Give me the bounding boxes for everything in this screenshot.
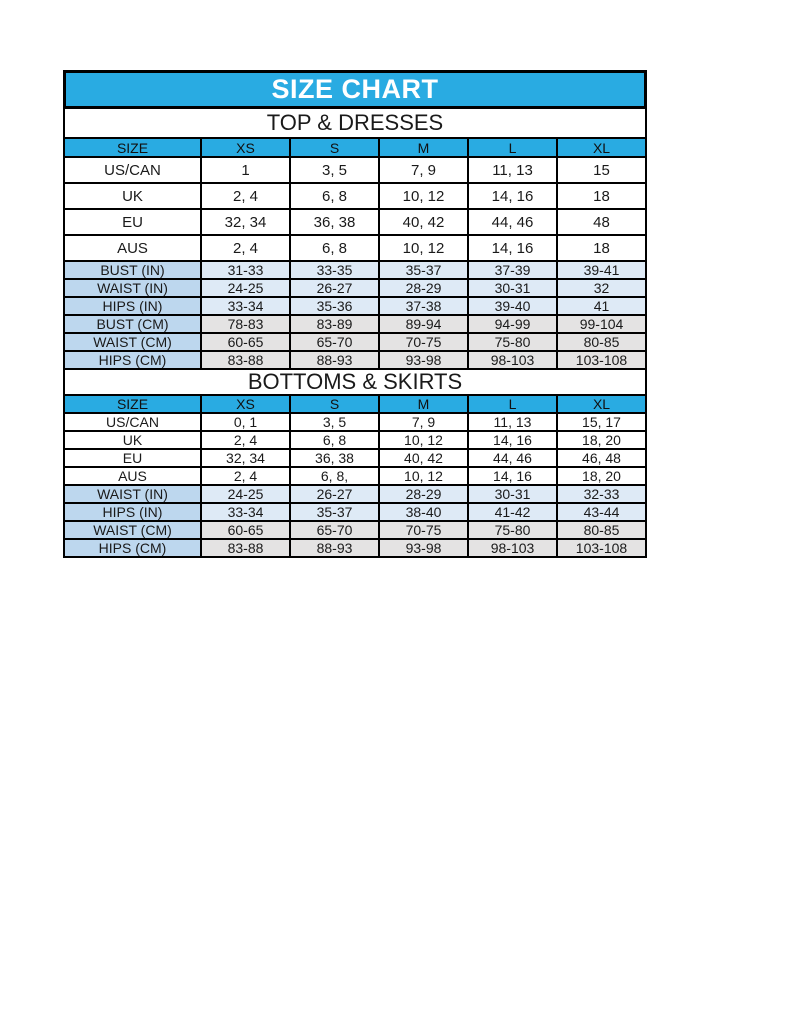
- size-cell: 41: [557, 297, 646, 315]
- size-cell: 33-34: [201, 297, 290, 315]
- size-cell: 103-108: [557, 351, 646, 369]
- table-row: [64, 333, 646, 351]
- size-cell: 2, 4: [201, 235, 290, 261]
- size-cell: 70-75: [379, 521, 468, 539]
- table-row: [64, 183, 646, 209]
- section-top-dresses: [63, 107, 647, 370]
- table-row: [64, 351, 646, 369]
- size-cell: 3, 5: [290, 157, 379, 183]
- size-cell: 11, 13: [468, 413, 557, 431]
- size-cell: 88-93: [290, 539, 379, 557]
- size-cell: 32, 34: [201, 449, 290, 467]
- size-cell: 33-34: [201, 503, 290, 521]
- size-cell: 35-37: [290, 503, 379, 521]
- size-cell: 1: [201, 157, 290, 183]
- size-cell: 24-25: [201, 279, 290, 297]
- column-header: S: [290, 138, 379, 157]
- size-cell: 40, 42: [379, 449, 468, 467]
- column-header: S: [290, 395, 379, 413]
- table-row: [64, 467, 646, 485]
- size-chart: [63, 70, 647, 558]
- size-cell: 83-88: [201, 351, 290, 369]
- size-cell: 88-93: [290, 351, 379, 369]
- size-cell: 33-35: [290, 261, 379, 279]
- row-label: HIPS (IN): [64, 503, 201, 521]
- row-label: BUST (CM): [64, 315, 201, 333]
- size-cell: 70-75: [379, 333, 468, 351]
- size-cell: 35-36: [290, 297, 379, 315]
- size-cell: 10, 12: [379, 235, 468, 261]
- size-cell: 65-70: [290, 521, 379, 539]
- size-cell: 26-27: [290, 279, 379, 297]
- size-cell: 28-29: [379, 279, 468, 297]
- row-label: BUST (IN): [64, 261, 201, 279]
- row-label: HIPS (IN): [64, 297, 201, 315]
- row-label: US/CAN: [64, 413, 201, 431]
- section-heading-top-dresses: TOP & DRESSES: [63, 107, 647, 139]
- size-cell: 37-39: [468, 261, 557, 279]
- column-header-row: [64, 395, 646, 413]
- size-cell: 2, 4: [201, 431, 290, 449]
- row-label: AUS: [64, 235, 201, 261]
- section-bottoms-skirts: [63, 368, 647, 558]
- bottoms-skirts-table: [63, 394, 647, 558]
- size-cell: 80-85: [557, 333, 646, 351]
- size-chart-title: SIZE CHART: [63, 70, 647, 109]
- size-cell: 65-70: [290, 333, 379, 351]
- size-cell: 75-80: [468, 521, 557, 539]
- column-header: SIZE: [64, 395, 201, 413]
- size-cell: 18, 20: [557, 431, 646, 449]
- table-row: [64, 449, 646, 467]
- size-cell: 32, 34: [201, 209, 290, 235]
- size-cell: 32: [557, 279, 646, 297]
- top-dresses-table: [63, 137, 647, 370]
- table-row: [64, 157, 646, 183]
- size-cell: 28-29: [379, 485, 468, 503]
- column-header: XL: [557, 138, 646, 157]
- size-cell: 6, 8: [290, 235, 379, 261]
- table-row: [64, 279, 646, 297]
- column-header: L: [468, 138, 557, 157]
- row-label: AUS: [64, 467, 201, 485]
- table-row: [64, 539, 646, 557]
- size-cell: 75-80: [468, 333, 557, 351]
- size-cell: 99-104: [557, 315, 646, 333]
- size-cell: 78-83: [201, 315, 290, 333]
- size-cell: 35-37: [379, 261, 468, 279]
- size-cell: 15, 17: [557, 413, 646, 431]
- column-header: M: [379, 138, 468, 157]
- size-cell: 6, 8: [290, 431, 379, 449]
- size-cell: 14, 16: [468, 235, 557, 261]
- size-cell: 36, 38: [290, 449, 379, 467]
- section-heading-bottoms-skirts: BOTTOMS & SKIRTS: [63, 368, 647, 396]
- row-label: HIPS (CM): [64, 539, 201, 557]
- size-cell: 44, 46: [468, 209, 557, 235]
- size-cell: 18: [557, 183, 646, 209]
- row-label: US/CAN: [64, 157, 201, 183]
- size-cell: 14, 16: [468, 467, 557, 485]
- size-cell: 37-38: [379, 297, 468, 315]
- size-cell: 39-40: [468, 297, 557, 315]
- table-row: [64, 235, 646, 261]
- size-cell: 6, 8,: [290, 467, 379, 485]
- size-cell: 36, 38: [290, 209, 379, 235]
- size-cell: 31-33: [201, 261, 290, 279]
- size-cell: 43-44: [557, 503, 646, 521]
- size-cell: 15: [557, 157, 646, 183]
- size-cell: 38-40: [379, 503, 468, 521]
- column-header-row: [64, 138, 646, 157]
- size-cell: 14, 16: [468, 431, 557, 449]
- size-cell: 11, 13: [468, 157, 557, 183]
- size-cell: 39-41: [557, 261, 646, 279]
- size-cell: 44, 46: [468, 449, 557, 467]
- size-cell: 14, 16: [468, 183, 557, 209]
- row-label: UK: [64, 431, 201, 449]
- size-cell: 18, 20: [557, 467, 646, 485]
- row-label: WAIST (IN): [64, 485, 201, 503]
- column-header: XS: [201, 138, 290, 157]
- size-cell: 93-98: [379, 539, 468, 557]
- size-cell: 0, 1: [201, 413, 290, 431]
- column-header: L: [468, 395, 557, 413]
- size-cell: 30-31: [468, 485, 557, 503]
- column-header: XL: [557, 395, 646, 413]
- row-label: WAIST (CM): [64, 521, 201, 539]
- table-row: [64, 521, 646, 539]
- size-cell: 41-42: [468, 503, 557, 521]
- row-label: EU: [64, 209, 201, 235]
- column-header: SIZE: [64, 138, 201, 157]
- table-row: [64, 413, 646, 431]
- size-cell: 60-65: [201, 521, 290, 539]
- size-cell: 83-88: [201, 539, 290, 557]
- row-label: WAIST (IN): [64, 279, 201, 297]
- size-cell: 3, 5: [290, 413, 379, 431]
- size-cell: 40, 42: [379, 209, 468, 235]
- size-cell: 30-31: [468, 279, 557, 297]
- size-cell: 10, 12: [379, 467, 468, 485]
- size-cell: 32-33: [557, 485, 646, 503]
- size-cell: 7, 9: [379, 413, 468, 431]
- table-row: [64, 315, 646, 333]
- row-label: UK: [64, 183, 201, 209]
- column-header: M: [379, 395, 468, 413]
- size-cell: 80-85: [557, 521, 646, 539]
- row-label: HIPS (CM): [64, 351, 201, 369]
- size-cell: 2, 4: [201, 183, 290, 209]
- size-cell: 93-98: [379, 351, 468, 369]
- column-header: XS: [201, 395, 290, 413]
- row-label: WAIST (CM): [64, 333, 201, 351]
- size-cell: 7, 9: [379, 157, 468, 183]
- size-cell: 83-89: [290, 315, 379, 333]
- size-cell: 10, 12: [379, 431, 468, 449]
- size-cell: 6, 8: [290, 183, 379, 209]
- size-cell: 18: [557, 235, 646, 261]
- size-cell: 48: [557, 209, 646, 235]
- size-cell: 103-108: [557, 539, 646, 557]
- size-cell: 26-27: [290, 485, 379, 503]
- size-cell: 98-103: [468, 539, 557, 557]
- size-cell: 89-94: [379, 315, 468, 333]
- row-label: EU: [64, 449, 201, 467]
- table-row: [64, 503, 646, 521]
- table-row: [64, 261, 646, 279]
- size-cell: 46, 48: [557, 449, 646, 467]
- size-cell: 60-65: [201, 333, 290, 351]
- size-cell: 10, 12: [379, 183, 468, 209]
- size-cell: 94-99: [468, 315, 557, 333]
- size-cell: 24-25: [201, 485, 290, 503]
- table-row: [64, 485, 646, 503]
- table-row: [64, 297, 646, 315]
- size-cell: 2, 4: [201, 467, 290, 485]
- table-row: [64, 431, 646, 449]
- size-cell: 98-103: [468, 351, 557, 369]
- table-row: [64, 209, 646, 235]
